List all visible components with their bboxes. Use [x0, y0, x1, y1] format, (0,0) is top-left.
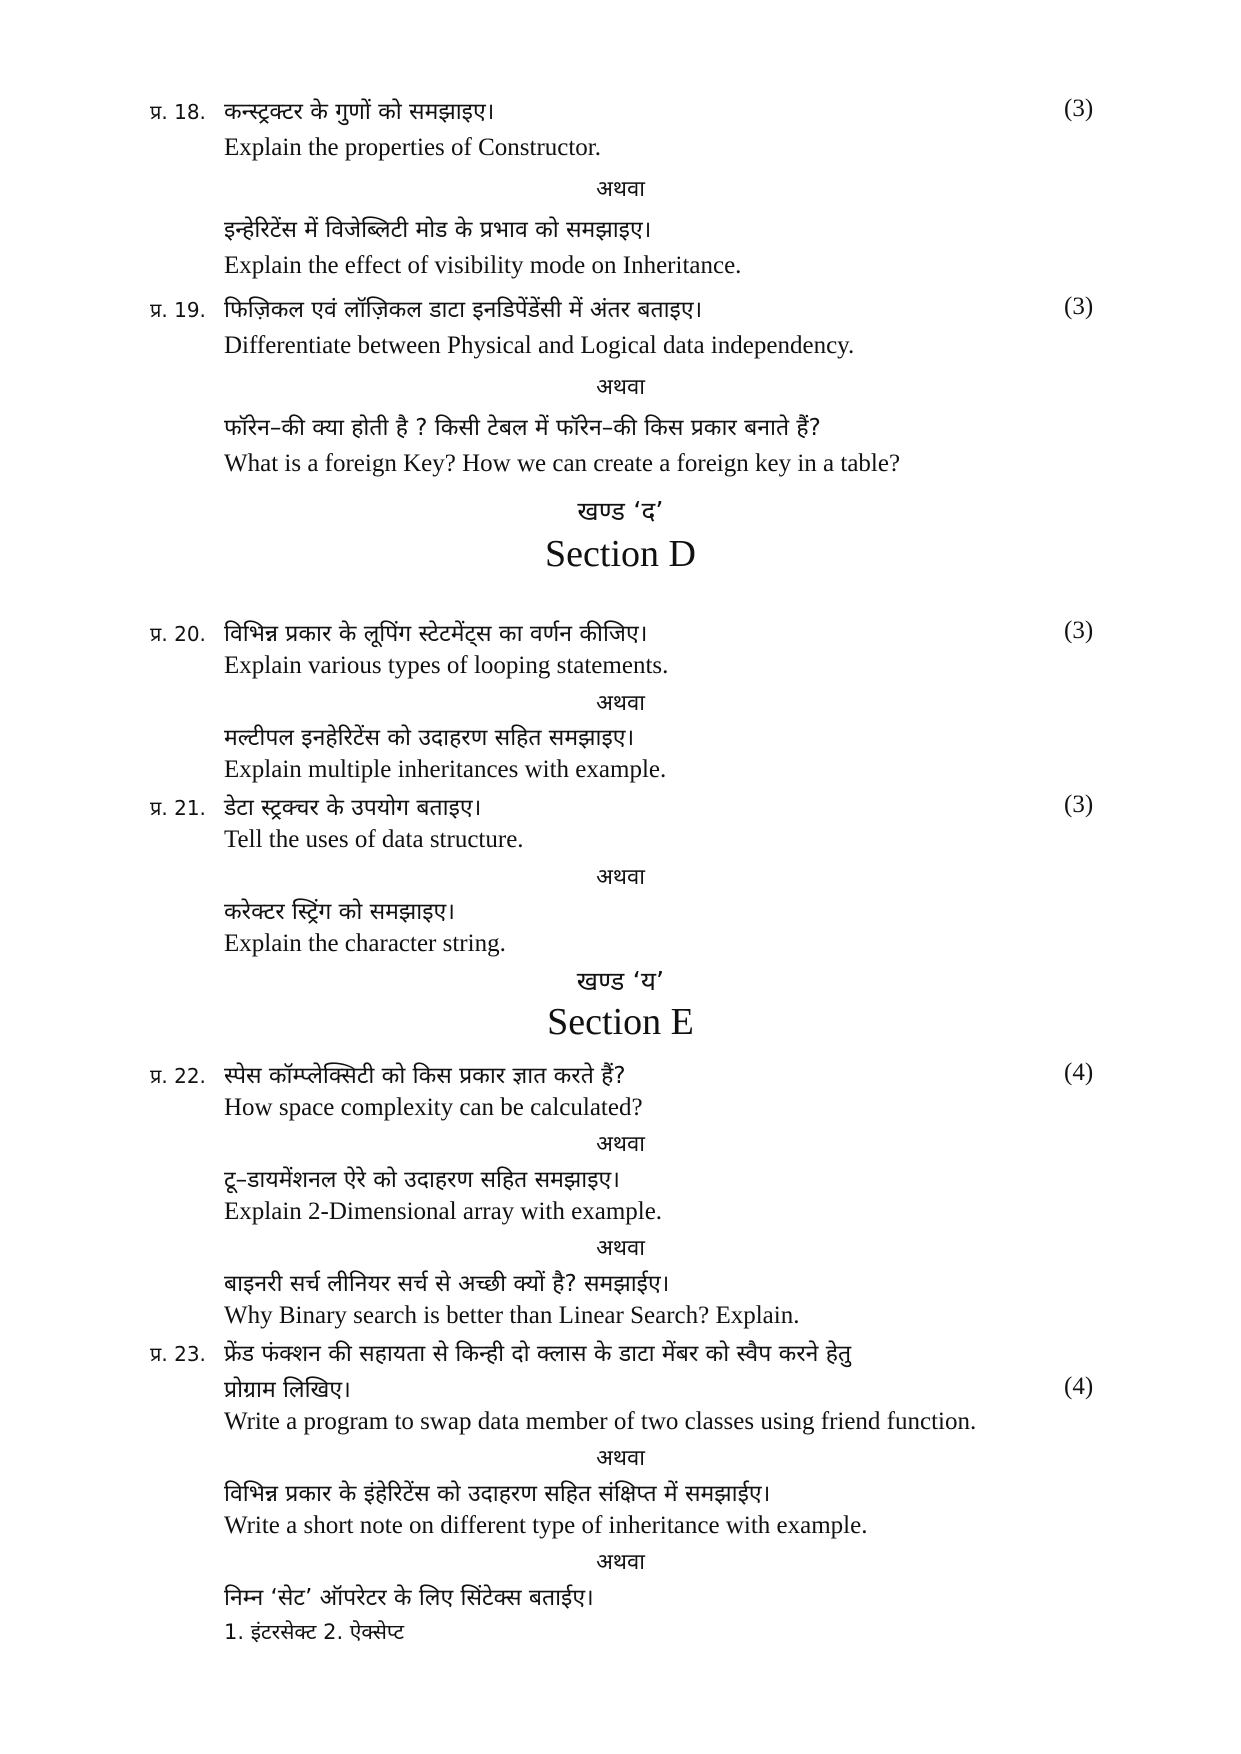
alternate-question-hindi: टू–डायमेंशनल ऐरे को उदाहरण सहित समझाइए। — [224, 1167, 620, 1193]
or-divider: अथवा — [596, 865, 645, 890]
or-divider: अथवा — [596, 375, 645, 400]
section-e-hindi-heading: खण्ड ‘य’ — [576, 967, 665, 997]
section-d-hindi-heading: खण्ड ‘द’ — [577, 497, 664, 527]
question-number: प्र. 23. — [150, 1342, 206, 1366]
alternate-question-english: Explain the character string. — [224, 930, 506, 957]
or-divider: अथवा — [596, 1550, 645, 1575]
alternate-question-english: Write a short note on different type of inheritance with example. — [224, 1512, 868, 1539]
question-text-hindi: स्पेस कॉम्प्लेक्सिटी को किस प्रकार ज्ञात करते हैं? — [224, 1063, 626, 1089]
marks: (4) — [1064, 1373, 1094, 1400]
question-text-english: Explain the properties of Constructor. — [224, 134, 602, 161]
question-text-english: How space complexity can be calculated? — [224, 1094, 643, 1121]
alternate-question-hindi: निम्न ‘सेट’ ऑपरेटर के लिए सिंटेक्स बताईए। — [224, 1585, 594, 1611]
alternate-question-hindi: बाइनरी सर्च लीनियर सर्च से अच्छी क्यों है? समझाईए। — [224, 1271, 670, 1297]
question-number: प्र. 20. — [150, 622, 206, 646]
question-text-hindi: विभिन्न प्रकार के लूपिंग स्टेटमेंट्स का वर्णन कीजिए। — [224, 621, 648, 647]
marks: (4) — [1064, 1059, 1094, 1086]
marks: (3) — [1064, 791, 1094, 818]
marks: (3) — [1064, 617, 1094, 644]
alternate-question-hindi: फॉरेन–की क्या होती है ? किसी टेबल में फॉरेन–की किस प्रकार बनाते हैं? — [224, 415, 821, 441]
alternate-question-hindi: करेक्टर स्ट्रिंग को समझाइए। — [224, 899, 455, 925]
question-text-hindi: फिज़िकल एवं लॉज़िकल डाटा इनडिपेंडेंसी में अंतर बताइए। — [224, 297, 703, 323]
section-d-heading: Section D — [545, 533, 696, 575]
or-divider: अथवा — [596, 1132, 645, 1157]
alternate-question-english: Why Binary search is better than Linear Search? Explain. — [224, 1302, 800, 1329]
question-number: प्र. 19. — [150, 298, 206, 322]
question-text-english: Tell the uses of data structure. — [224, 826, 524, 853]
or-divider: अथवा — [596, 1236, 645, 1261]
alternate-question-options: 1. इंटरसेक्ट 2. ऐक्सेप्ट — [224, 1620, 405, 1644]
question-text-hindi: कन्स्ट्रक्टर के गुणों को समझाइए। — [224, 99, 495, 125]
question-text-hindi-continued: प्रोग्राम लिखिए। — [224, 1377, 351, 1403]
alternate-question-english: Explain 2-Dimensional array with example. — [224, 1198, 663, 1225]
or-divider: अथवा — [596, 691, 645, 716]
section-e-heading: Section E — [547, 1001, 694, 1043]
question-number: प्र. 22. — [150, 1064, 206, 1088]
alternate-question-hindi: इन्हेरिटेंस में विजेब्लिटी मोड के प्रभाव को समझाइए। — [224, 217, 652, 243]
marks: (3) — [1064, 293, 1094, 320]
marks: (3) — [1064, 95, 1094, 122]
question-number: प्र. 21. — [150, 796, 206, 820]
alternate-question-english: What is a foreign Key? How we can create a foreign key in a table? — [224, 450, 901, 477]
or-divider: अथवा — [596, 1446, 645, 1471]
alternate-question-hindi: विभिन्न प्रकार के इंहेरिटेंस को उदाहरण सहित संक्षिप्त में समझाईए। — [224, 1481, 771, 1507]
question-text-english: Explain various types of looping statements. — [224, 652, 669, 679]
or-divider: अथवा — [596, 177, 645, 202]
question-text-english: Write a program to swap data member of two classes using friend function. — [224, 1408, 977, 1435]
question-number: प्र. 18. — [150, 100, 206, 124]
alternate-question-english: Explain multiple inheritances with example. — [224, 756, 667, 783]
question-text-hindi: डेटा स्ट्रक्चर के उपयोग बताइए। — [224, 795, 482, 821]
question-text-english: Differentiate between Physical and Logical data independency. — [224, 332, 855, 359]
alternate-question-hindi: मल्टीपल इनहेरिटेंस को उदाहरण सहित समझाइए। — [224, 725, 635, 751]
question-text-hindi: फ्रेंड फंक्शन की सहायता से किन्ही दो क्लास के डाटा मेंबर को स्वैप करने हेतु — [224, 1341, 852, 1367]
alternate-question-english: Explain the effect of visibility mode on Inheritance. — [224, 252, 742, 279]
